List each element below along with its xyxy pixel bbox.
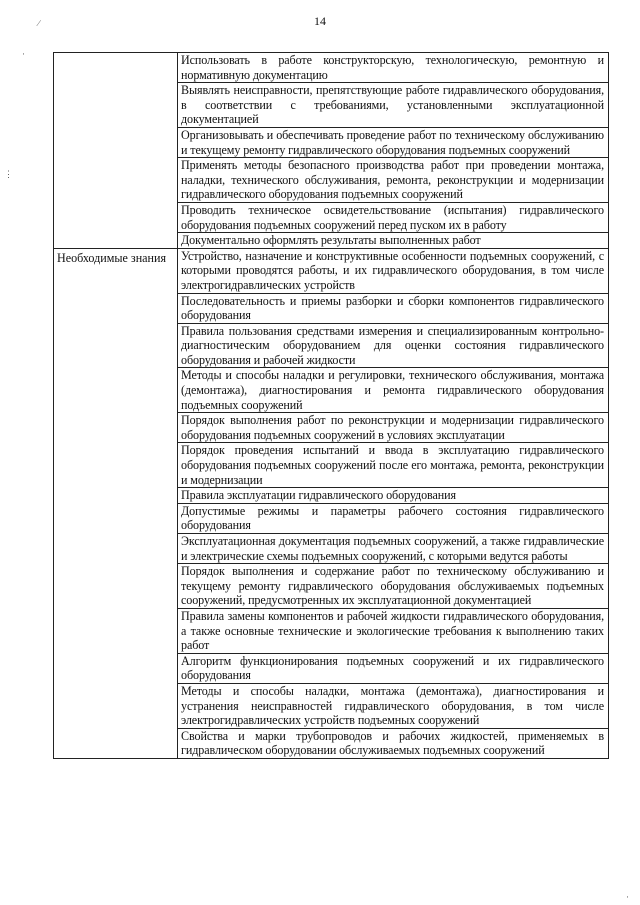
scan-mark: ∕ (38, 18, 40, 28)
table-row (54, 248, 609, 293)
knowledge-cell: Правила замены компонентов и рабочей жидкости гидравлического оборудования, а также основные технические и экологические требования к выполнению таких работ (178, 608, 609, 653)
requirement-cell: Документально оформлять результаты выполненных работ (178, 233, 609, 249)
page-number: 14 (314, 14, 326, 28)
knowledge-cell: Методы и способы наладки, монтажа (демонтажа), диагностирования и устранения неисправностей гидравлического оборудования, в том числе электрогидравлических устройств подъемных сооружений (178, 683, 609, 728)
scan-mark: · (626, 892, 629, 902)
knowledge-cell: Свойства и марки трубопроводов и рабочих жидкостей, применяемых в гидравлическом оборудовании обслуживаемых подъемных сооружений (178, 728, 609, 758)
knowledge-cell: Методы и способы наладки и регулировки, технического обслуживания, монтажа (демонтажа), диагностирования и ремонта гидравлического оборудования подъемных сооружений (178, 368, 609, 413)
knowledge-cell: Допустимые режимы и параметры рабочего состояния гидравлического оборудования (178, 503, 609, 533)
requirement-cell: Использовать в работе конструкторскую, технологическую, ремонтную и нормативную документацию (178, 53, 609, 83)
scan-mark: · (22, 49, 25, 59)
knowledge-cell: Алгоритм функционирования подъемных сооружений и их гидравлического оборудования (178, 653, 609, 683)
knowledge-cell: Порядок выполнения и содержание работ по техническому обслуживанию и текущему ремонту гидравлического оборудования обслуживаемых подъемных сооружений, предусмотренных их эксплуатационной документацией (178, 564, 609, 609)
scan-mark: ⋮ (4, 169, 13, 179)
knowledge-cell: Правила эксплуатации гидравлического оборудования (178, 488, 609, 504)
knowledge-cell: Правила пользования средствами измерения и специализированным контрольно-диагностическим оборудованием для оценки состояния гидравлического оборудования и рабочей жидкости (178, 323, 609, 368)
knowledge-cell: Порядок выполнения работ по реконструкции и модернизации гидравлического оборудования подъемных сооружений в условиях эксплуатации (178, 413, 609, 443)
knowledge-cell: Порядок проведения испытаний и ввода в эксплуатацию гидравлического оборудования подъемных сооружений после его монтажа, ремонта, реконструкции и модернизации (178, 443, 609, 488)
requirement-cell: Выявлять неисправности, препятствующие работе гидравлического оборудования, в соответствии с требованиями, установленными эксплуатационной документацией (178, 83, 609, 128)
requirement-cell: Проводить техническое освидетельствование (испытания) гидравлического оборудования подъемных сооружений перед пуском их в работу (178, 202, 609, 232)
requirement-cell: Применять методы безопасного производства работ при проведении монтажа, наладки, технического обслуживания, ремонта, реконструкции и модернизации гидравлического оборудования подъемных сооружений (178, 158, 609, 203)
table-row (54, 53, 609, 83)
knowledge-cell: Последовательность и приемы разборки и сборки компонентов гидравлического оборудования (178, 293, 609, 323)
knowledge-cell: Устройство, назначение и конструктивные особенности подъемных сооружений, с которыми проводятся работы, и их гидравлического оборудования, в том числе электрогидравлических устройств (178, 248, 609, 293)
competency-table (53, 52, 609, 759)
empty-label-cell (54, 53, 178, 249)
knowledge-cell: Эксплуатационная документация подъемных сооружений, а также гидравлические и электрические схемы подъемных сооружений, с которыми ведутся работы (178, 534, 609, 564)
requirement-cell: Организовывать и обеспечивать проведение работ по техническому обслуживанию и текущему ремонту гидравлического оборудования подъемных сооружений (178, 127, 609, 157)
knowledge-label: Необходимые знания (54, 248, 178, 758)
